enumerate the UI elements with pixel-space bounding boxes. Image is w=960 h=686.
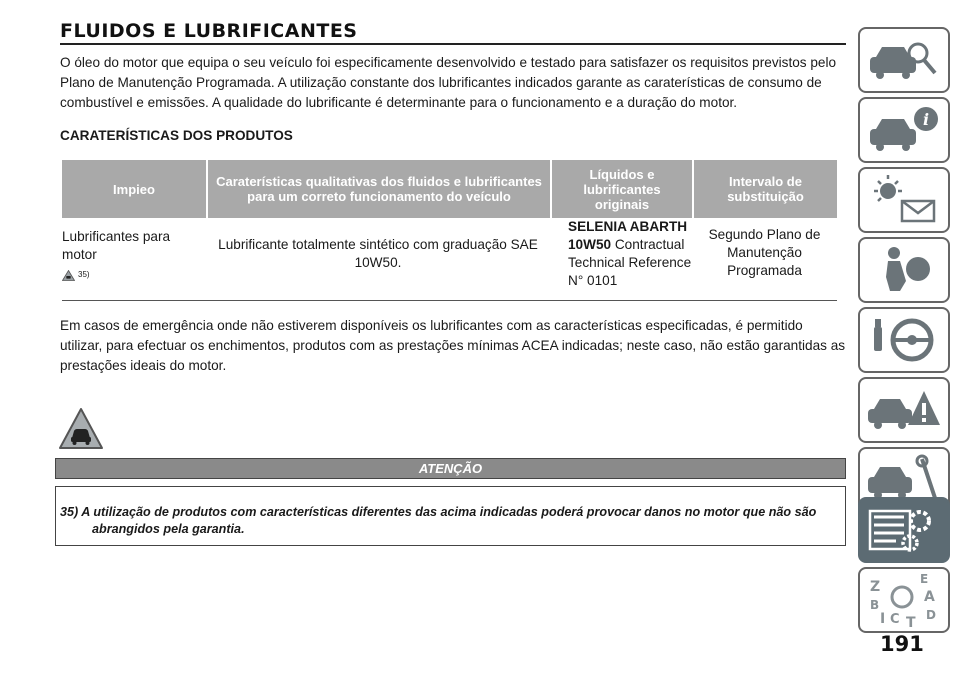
table-row <box>62 218 837 301</box>
svg-text:A: A <box>924 589 935 605</box>
svg-text:I: I <box>880 611 886 627</box>
header-original: Líquidos e lubrificantes originais <box>550 160 692 218</box>
steering-wheel-icon <box>860 309 948 371</box>
tab-index[interactable] <box>858 567 950 633</box>
car-warning-triangle-icon <box>58 406 104 452</box>
note-reference-label: 35) <box>78 270 90 279</box>
tab-steering[interactable] <box>858 307 950 373</box>
alphabet-index-icon <box>860 569 948 631</box>
cell-use-text: Lubrificantes para motor <box>62 229 171 262</box>
header-characteristics: Caraterísticas qualitativas dos fluidos e lubrificantes para um correto funcionamento do veículo <box>206 160 550 218</box>
car-info-icon <box>860 99 948 161</box>
cell-characteristics: Lubrificante totalmente sintético com graduação SAE 10W50. <box>218 237 538 270</box>
original-product-name: SELENIA ABARTH 10W50 <box>568 219 688 252</box>
tab-airbag[interactable] <box>858 237 950 303</box>
cell-use <box>62 218 206 300</box>
car-search-icon <box>860 29 948 91</box>
section-heading: CARATERÍSTICAS DOS PRODUTOS <box>60 128 293 143</box>
tab-specs[interactable] <box>858 497 950 563</box>
cell-interval: Segundo Plano de Manutenção Programada <box>708 227 821 278</box>
note-reference[interactable] <box>62 266 206 284</box>
original-product-ref: Contractual Technical Reference N° 0101 <box>568 237 692 288</box>
page-title: FLUIDOS E LUBRIFICANTES <box>60 20 358 42</box>
cell-original <box>550 218 692 300</box>
title-rule <box>60 43 846 45</box>
tab-car-info[interactable] <box>858 97 950 163</box>
attention-bar: ATENÇÃO <box>55 458 846 479</box>
header-interval: Intervalo de substituição <box>692 160 837 218</box>
svg-text:i: i <box>922 110 930 129</box>
tab-car-search[interactable] <box>858 27 950 93</box>
lights-mail-icon <box>860 169 948 231</box>
attention-text: 35) A utilização de produtos com características diferentes das acima indicadas poderá provocar danos no motor que não são abrangidos pela garantia. <box>60 505 817 536</box>
svg-text:C: C <box>890 612 900 627</box>
tab-car-warning[interactable] <box>858 377 950 443</box>
emergency-paragraph: Em casos de emergência onde não estiverem disponíveis os lubrificantes com as características especificadas, é permitido utilizar, para efectuar os enchimentos, produtos com as prestações mínimas ACEA indicadas; neste caso, não estão garantidas as prestações ideais do motor. <box>60 318 846 373</box>
svg-text:B: B <box>870 598 880 612</box>
svg-text:T: T <box>906 615 916 631</box>
car-warning-icon <box>860 379 948 441</box>
warning-triangle-icon <box>62 270 75 281</box>
tab-lights-mail[interactable] <box>858 167 950 233</box>
specs-gear-icon <box>860 499 948 561</box>
airbag-icon <box>860 239 948 301</box>
svg-text:Z: Z <box>870 579 881 595</box>
table-header <box>62 160 837 218</box>
svg-text:D: D <box>926 608 936 622</box>
header-use: Impieo <box>113 181 155 197</box>
page-number: 191 <box>880 632 924 656</box>
products-table <box>62 160 837 301</box>
intro-paragraph: O óleo do motor que equipa o seu veículo foi especificamente desenvolvido e testado para satisfazer os requisitos previstos pelo Plano de Manutenção Programada. A utilização constante dos lubrificantes indicados garante as caraterísticas de consumo de combustível e emissões. A qualidade do lubrificante é determinante para o funcionamento e a duração do motor. <box>60 55 837 110</box>
svg-text:E: E <box>920 572 929 586</box>
